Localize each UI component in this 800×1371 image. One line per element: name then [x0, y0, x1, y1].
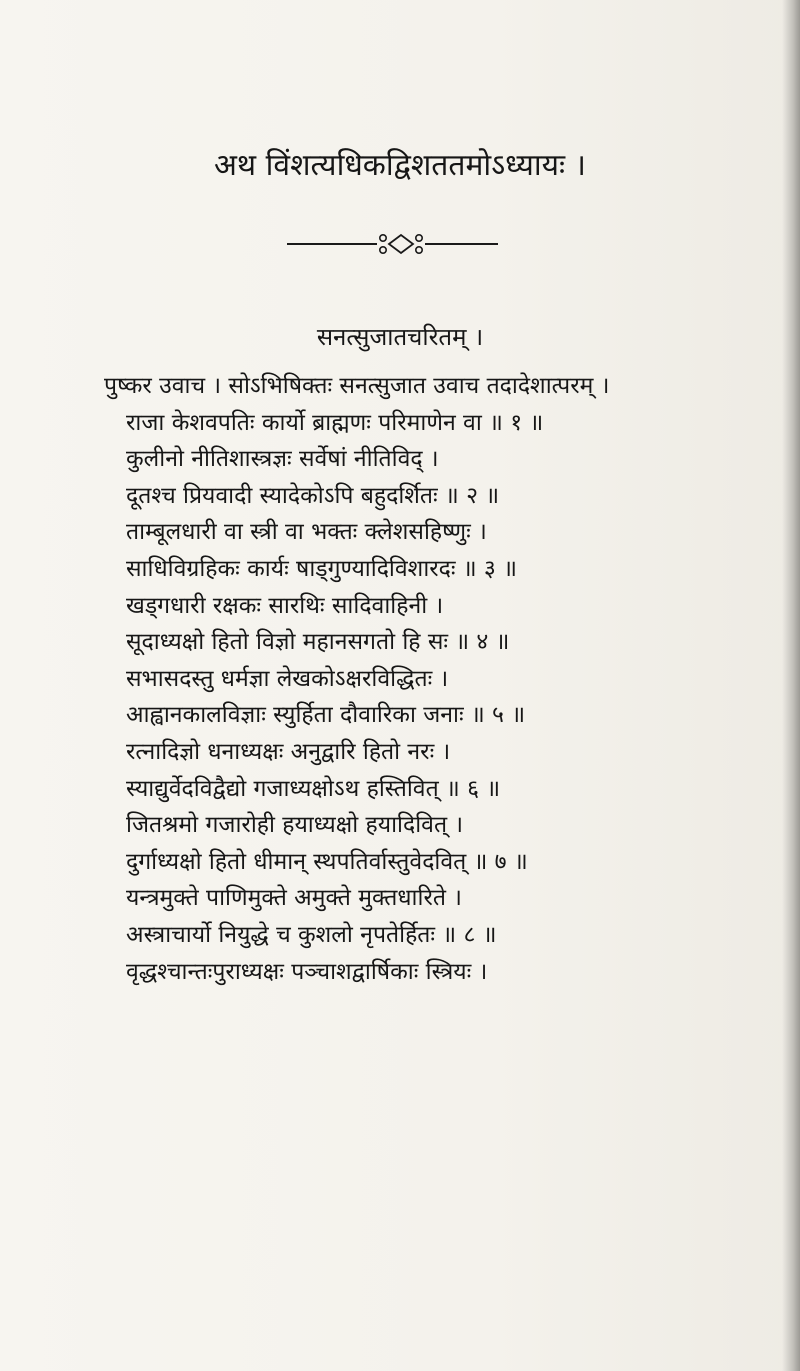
verse-line: पुष्कर उवाच । सोऽभिषिक्तः सनत्सुजात उवाच तदादेशात्परम् ।: [104, 373, 610, 399]
verse-line: आह्वानकालविज्ञाः स्युर्हिता दौवारिका जनाः ॥ ५ ॥: [126, 702, 526, 729]
verse-line: दूतश्च प्रियवादी स्यादेकोऽपि बहुदर्शितः ॥ २ ॥: [126, 482, 500, 509]
verse-line: सूदाध्यक्षो हितो विज्ञो महानसगतो हि सः ॥ ४ ॥: [126, 629, 510, 656]
divider-ornament-icon: [285, 226, 500, 262]
verse-line: यन्त्रमुक्ते पाणिमुक्ते अमुक्ते मुक्तधारिते ।: [126, 885, 462, 912]
verse-line: रत्नादिज्ञो धनाध्यक्षः अनुद्वारि हितो नरः ।: [126, 738, 451, 765]
verse-line: अस्त्राचार्यो नियुद्धे च कुशलो नृपतेर्हितः ॥ ८ ॥: [126, 921, 497, 948]
verse-line: साधिविग्रहिकः कार्यः षाड्गुण्यादिविशारदः ॥ ३ ॥: [126, 555, 517, 582]
verse-line: स्याद्युर्वेदविद्वैद्यो गजाध्यक्षोऽथ हस्तिवित् ॥ ६ ॥: [126, 775, 501, 802]
verse-line: कुलीनो नीतिशास्त्रज्ञः सर्वेषां नीतिविद् ।: [126, 446, 439, 473]
verse-block: [104, 368, 744, 990]
section-subheading: सनत्सुजातचरितम् ।: [316, 323, 484, 351]
chapter-title: अथ विंशत्यधिकद्विशततमोऽध्यायः ।: [214, 148, 586, 183]
verse-line: राजा केशवपतिः कार्यो ब्राह्मणः परिमाणेन वा ॥ १ ॥: [126, 409, 544, 436]
verse-line: जितश्रमो गजारोही हयाध्यक्षो हयादिवित् ।: [126, 812, 464, 839]
verse-line: सभासदस्तु धर्मज्ञा लेखकोऽक्षरविद्धितः ।: [126, 665, 449, 692]
verse-line: वृद्धश्चान्तःपुराध्यक्षः पञ्चाशद्वार्षिकाः स्त्रियः ।: [126, 958, 488, 985]
verse-line: ताम्बूलधारी वा स्त्री वा भक्तः क्लेशसहिष्णुः ।: [126, 519, 487, 546]
verse-line: दुर्गाध्यक्षो हितो धीमान् स्थपतिर्वास्तुवेदवित् ॥ ७ ॥: [126, 848, 528, 875]
page-edge-shadow: [782, 0, 800, 1371]
verse-line: खड्गधारी रक्षकः सारथिः सादिवाहिनी ।: [126, 592, 444, 619]
